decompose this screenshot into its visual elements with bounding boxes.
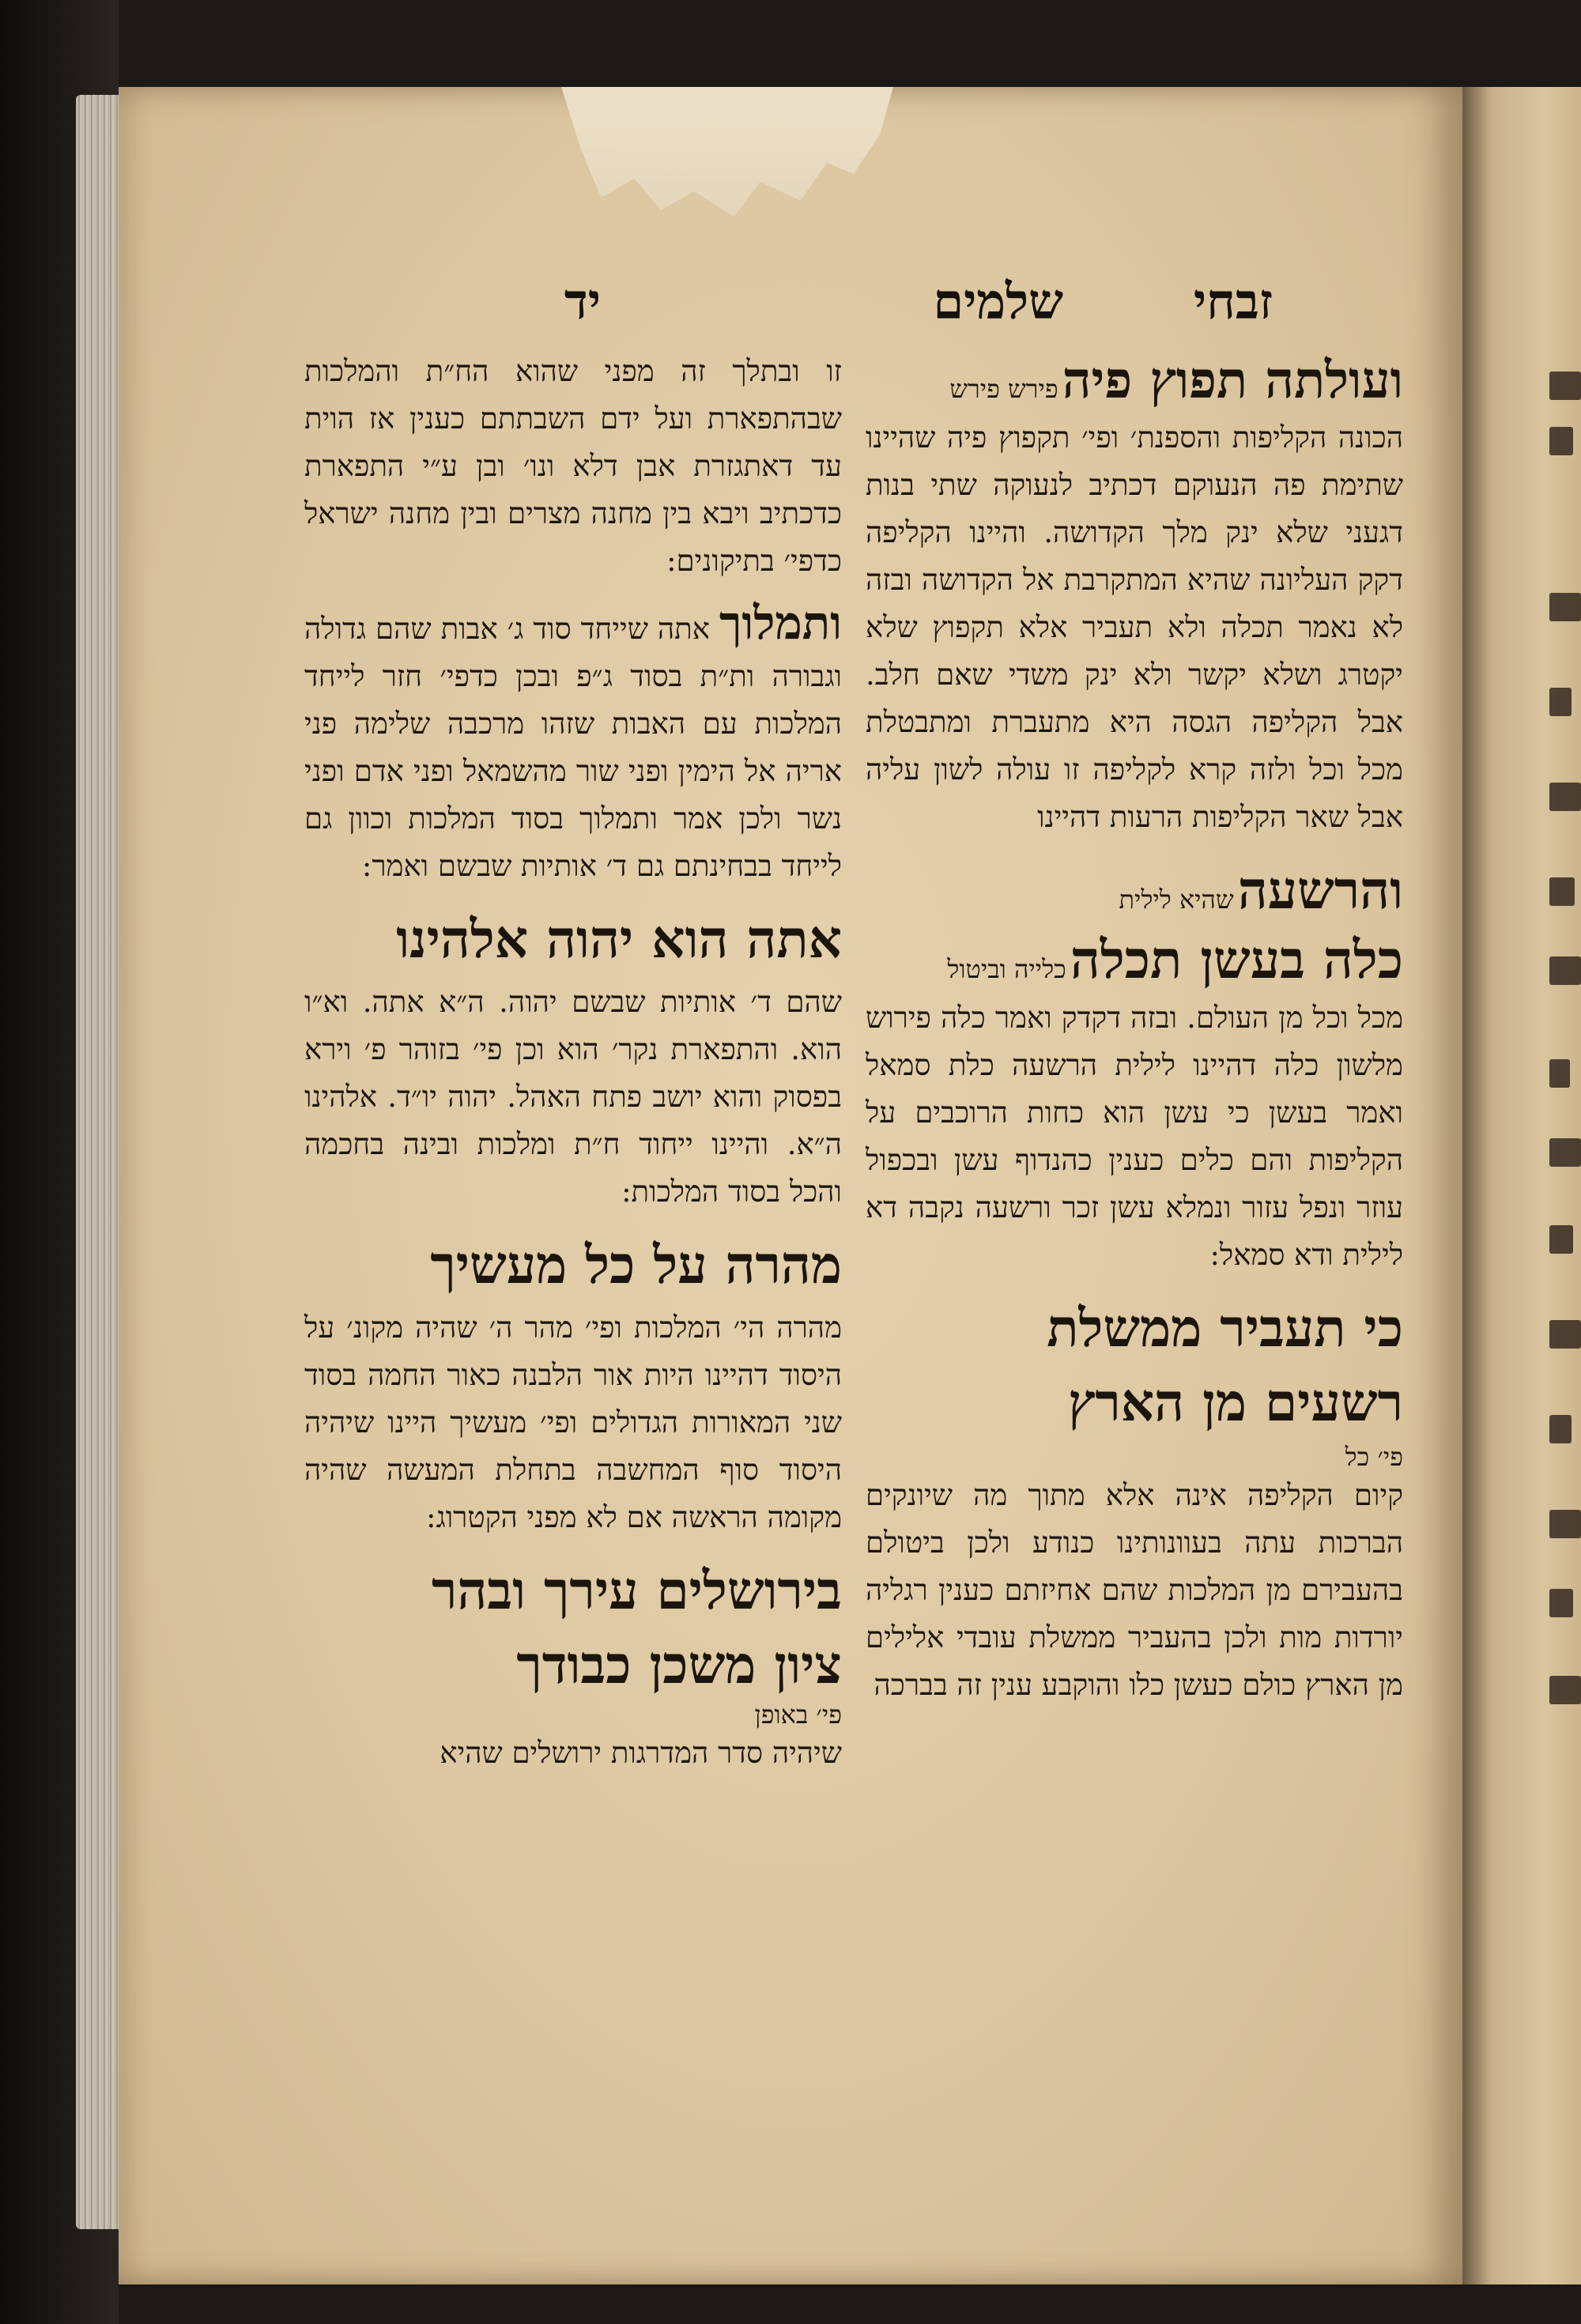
facing-page-glyph (1549, 956, 1581, 985)
section-heading: ועולתה תפוץ פיה (1062, 351, 1403, 410)
section-heading: כי תעביר ממשלת (1047, 1297, 1403, 1359)
section-heading: רשעים מן הארץ (1067, 1371, 1403, 1433)
section-heading: והרשעה (1237, 859, 1403, 921)
facing-page-glyph (1549, 372, 1581, 400)
section-heading: כלה בעשן תכלה (1070, 929, 1403, 990)
heading-gloss: פי׳ באופן (754, 1700, 842, 1730)
facing-page-glyph (1549, 1225, 1573, 1254)
facing-page-glyph (1549, 688, 1572, 716)
facing-page-glyph (1549, 1138, 1581, 1167)
facing-page-glyph (1549, 1059, 1570, 1088)
paragraph-text: אתה שייחד סוד ג׳ אבות שהם גדולה וגבורה ות״ת בסוד ג״פ ובכן כדפי׳ חזר לייחד המלכות עם האבות שזהו מרכבה שלימה פני אריה אל הימין ופני שור מהשמאל ופני אדם ופני נשר ולכן אמר ותמלוך בסוד המלכות וכוון גם לייחד בבחינתם גם ד׳ אותיות שבשם ואמר: (304, 612, 842, 883)
paragraph: קיום הקליפה אינה אלא מתוך מה שיונקים הברכות עתה בעוונותינו כנודע ולכן ביטולם בהעבירם מן המלכות שהם אחיזתם כענין רגליה יורדות מות ולכן בהעביר ממשלת עובדי אלילים מן הארץ כולם כעשן כלו והוקבע ענין זה בברכה (866, 1478, 1403, 1702)
heading-block (866, 855, 1403, 925)
section-heading: אתה הוא יהוה אלהינו (396, 908, 842, 970)
heading-gloss: כלייה וביטול (947, 954, 1066, 984)
right-column (866, 348, 1403, 1723)
heading-gloss: פי׳ כל (1345, 1442, 1403, 1472)
facing-page-edge (1462, 87, 1581, 2284)
facing-page-glyph (1549, 783, 1581, 811)
page-number: יד (564, 273, 601, 330)
section-heading: ציון משכן כבודך (516, 1634, 842, 1696)
heading-block (304, 1630, 842, 1700)
paragraph: מהרה הי׳ המלכות ופי׳ מהר ה׳ שהיה מקונ׳ על היסוד דהיינו היות אור הלבנה כאור החמה בסוד שני המאורות הגדולים ופי׳ מעשיך היינו שיהיה היסוד סוף המחשבה בתחלת המעשה שהיה מקומה הראשה אם לא מפני הקטרוג: (304, 1311, 842, 1534)
facing-page-glyph (1549, 427, 1573, 455)
facing-page-glyph (1549, 1676, 1581, 1704)
header-title-word: זבחי (1193, 273, 1273, 330)
inline-heading: ותמלוך (719, 596, 842, 650)
running-header (119, 182, 1462, 340)
facing-page-glyph (1549, 1415, 1572, 1443)
heading-gloss: שהיא לילית (1119, 885, 1234, 915)
paragraph: זו ובתלך זה מפני שהוא הח״ת והמלכות שבהתפארת ועל ידם השבתתם כענין אז הוית עד דאתגזרת אבן דלא ונו׳ ובן ע״י התפארת כדכתיב ויבא בין מחנה מצרים ובין מחנה ישראל כדפי׳ בתיקונים: (304, 354, 842, 578)
header-title-word: שלמים (933, 273, 1063, 330)
facing-page-glyph (1549, 1510, 1581, 1538)
paragraph: מכל וכל מן העולם. ובזה דקדק ואמר כלה פירוש מלשון כלה דהיינו לילית הרשעה כלת סמאל ואמר בעשן כי עשן הוא כחות הרוכבים על הקליפות והם כלים כענין כהנדוף עשן ובכפול עוזר ונפל עזור ונמלא עשן זכר ורשעה נקבה דא לילית ודא סמאל: (866, 1001, 1403, 1272)
paragraph: שהם ד׳ אותיות שבשם יהוה. ה״א אתה. וא״ו הוא. והתפארת נקר׳ הוא וכן פי׳ בזוהר פ׳ וירא בפסוק והוא יושב פתח האהל. יהוה יו״ד. אלהינו ה״א. והיינו ייחוד ח״ת ומלכות ובינה בחכמה והכל בסוד המלכות: (304, 985, 842, 1209)
section-heading: מהרה על כל מעשיך (430, 1234, 842, 1296)
paragraph: הכונה הקליפות והספנת׳ ופי׳ תקפוץ פיה שהיינו שתימת פה הנעוקם דכתיב לנעוקה שתי בנות דגעני שלא ינק מלך הקדושה. והיינו הקליפה דקק העליונה שהיא המתקרבת אל הקדושה ובזה לא נאמר תכלה ולא תעביר אלא תקפוץ שלא יקטרג ושלא יקשר ולא ינק משדי שאם חלב. אבל הקליפה הגסה היא מתעברת ומתבטלת מכל וכל ולזה קרא לקליפה זו עולה לשון עליה אבל שאר הקליפות הרעות דהיינו (866, 421, 1403, 834)
heading-block (866, 348, 1403, 414)
heading-block (866, 925, 1403, 994)
facing-page-glyph (1549, 593, 1581, 621)
heading-gloss: פירש פירש (949, 374, 1058, 404)
facing-page-glyph (1549, 877, 1575, 906)
left-column (304, 348, 842, 1791)
section-heading: בירושלים עירך ובהר (431, 1560, 842, 1621)
paragraph: שיהיה סדר המדרגות ירושלים שהיא (440, 1736, 842, 1770)
paragraph (304, 596, 842, 890)
facing-page-glyph (1549, 1320, 1581, 1349)
facing-page-glyph (1549, 1589, 1573, 1617)
